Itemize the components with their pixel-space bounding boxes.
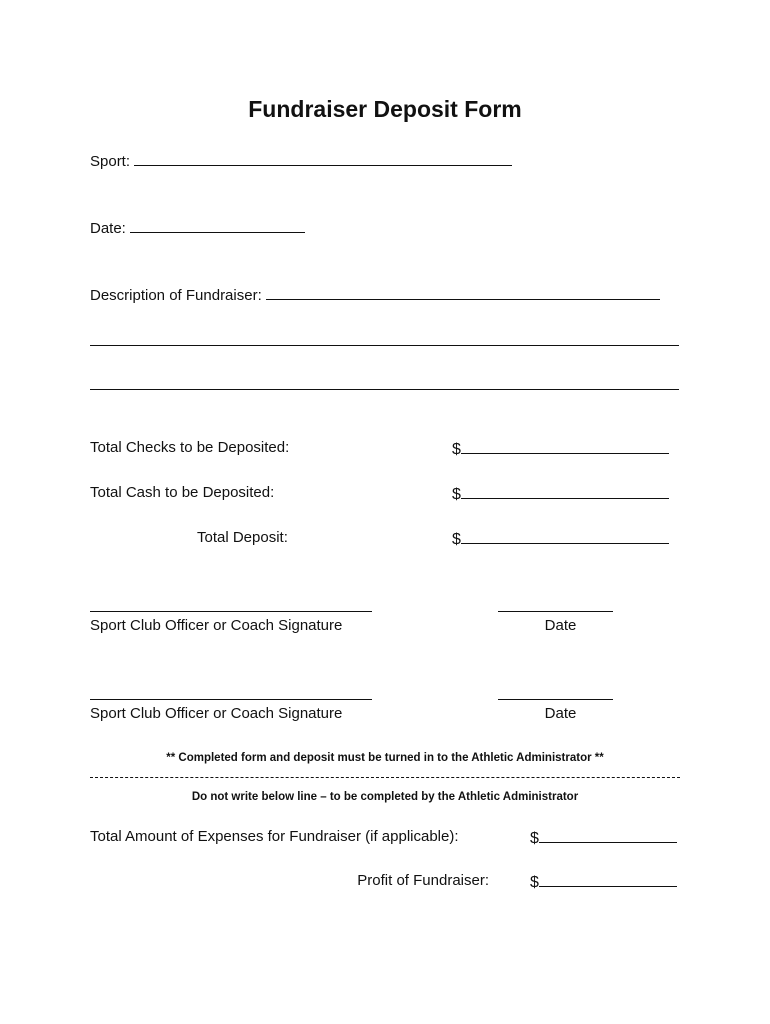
total-checks-field[interactable] bbox=[461, 439, 669, 454]
sport-label: Sport: bbox=[90, 153, 131, 170]
date-row bbox=[90, 218, 305, 238]
dollar-sign: $ bbox=[452, 441, 461, 458]
total-deposit-field[interactable] bbox=[461, 529, 669, 544]
dollar-sign: $ bbox=[452, 486, 461, 503]
expenses-label: Total Amount of Expenses for Fundraiser (if applicable): bbox=[90, 828, 459, 845]
expenses-amount bbox=[530, 828, 677, 848]
cut-line-divider bbox=[90, 777, 680, 778]
profit-amount bbox=[530, 872, 677, 892]
dollar-sign: $ bbox=[452, 531, 461, 548]
sport-field[interactable] bbox=[134, 151, 512, 166]
date-line-2[interactable] bbox=[498, 685, 613, 700]
description-row bbox=[90, 285, 660, 305]
signature-label-1: Sport Club Officer or Coach Signature bbox=[90, 617, 343, 634]
description-line-2[interactable] bbox=[90, 331, 679, 346]
admin-only-note: Do not write below line – to be completed by the Athletic Administrator bbox=[191, 791, 579, 803]
total-deposit-label: Total Deposit: bbox=[197, 529, 288, 546]
date-field[interactable] bbox=[130, 218, 305, 233]
signature-label-2: Sport Club Officer or Coach Signature bbox=[90, 705, 343, 722]
total-checks-label: Total Checks to be Deposited: bbox=[90, 439, 290, 456]
date-label: Date: bbox=[90, 220, 126, 237]
total-deposit-amount bbox=[452, 529, 669, 549]
total-cash-field[interactable] bbox=[461, 484, 669, 499]
total-cash-amount bbox=[452, 484, 669, 504]
description-label: Description of Fundraiser: bbox=[90, 287, 262, 304]
signature-date-label-1: Date bbox=[544, 617, 577, 634]
signature-line-1[interactable] bbox=[90, 597, 372, 612]
sport-row bbox=[90, 151, 512, 171]
description-field[interactable] bbox=[266, 285, 660, 300]
expenses-field[interactable] bbox=[539, 828, 677, 843]
profit-field[interactable] bbox=[539, 872, 677, 887]
date-line-1[interactable] bbox=[498, 597, 613, 612]
total-checks-amount bbox=[452, 439, 669, 459]
submission-notice: ** Completed form and deposit must be turned in to the Athletic Administrator ** bbox=[166, 752, 604, 764]
signature-line-2[interactable] bbox=[90, 685, 372, 700]
dollar-sign: $ bbox=[530, 874, 539, 891]
profit-label: Profit of Fundraiser: bbox=[357, 872, 489, 889]
page-title: Fundraiser Deposit Form bbox=[248, 96, 522, 122]
dollar-sign: $ bbox=[530, 830, 539, 847]
signature-date-label-2: Date bbox=[544, 705, 577, 722]
description-line-3[interactable] bbox=[90, 375, 679, 390]
total-cash-label: Total Cash to be Deposited: bbox=[90, 484, 275, 501]
